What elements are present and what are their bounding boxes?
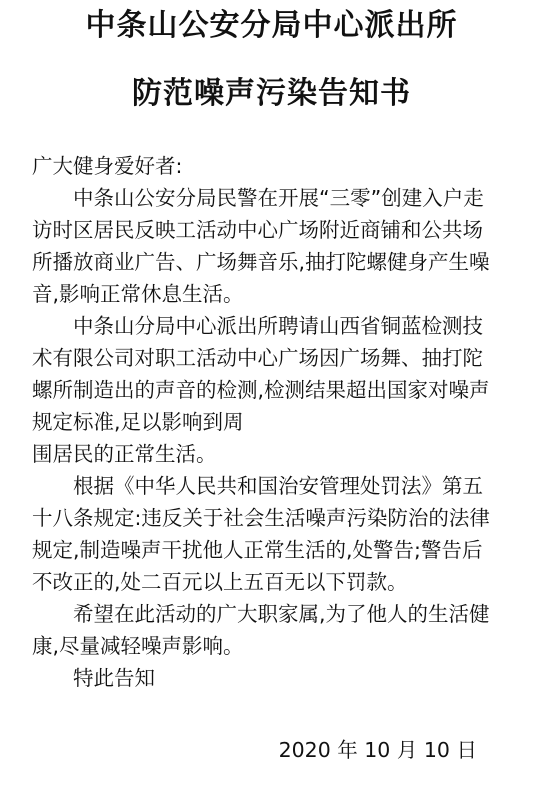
paragraph-3-line: 根据《中华人民共和国治安管理处罚法》第五 <box>73 474 483 498</box>
paragraph-2-line: 术有限公司对职工活动中心广场因广场舞、抽打陀 <box>32 346 483 370</box>
paragraph-2-line: 围居民的正常生活。 <box>32 442 217 466</box>
document-title-line-1: 中条山公安分局中心派出所 <box>85 8 458 43</box>
paragraph-1-line: 中条山公安分局民警在开展“三零”创建入户走 <box>73 186 484 210</box>
paragraph-1-line: 访时区居民反映工活动中心广场附近商铺和公共场 <box>32 218 483 242</box>
paragraph-1-line: 所播放商业广告、广场舞音乐,抽打陀螺健身产生噪 <box>32 250 490 274</box>
paragraph-2-line: 规定标准,足以影响到周 <box>32 410 244 434</box>
document-title-line-2: 防范噪声污染告知书 <box>132 76 411 111</box>
document-date: 2020 年 10 月 10 日 <box>278 738 477 762</box>
paragraph-1-line: 音,影响正常休息生活。 <box>32 282 244 306</box>
paragraph-3-line: 规定,制造噪声干扰他人正常生活的,处警告;警告后 <box>32 538 483 562</box>
paragraph-2-line: 中条山分局中心派出所聘请山西省铜蓝检测技 <box>73 314 483 338</box>
notice-body <box>32 150 522 694</box>
paragraph-3-line: 不改正的,处二百元以上五百无以下罚款。 <box>32 570 408 594</box>
paragraph-4-line: 康,尽量减轻噪声影响。 <box>32 634 244 658</box>
salutation: 广大健身爱好者: <box>32 154 183 178</box>
closing-line: 特此告知 <box>73 666 155 690</box>
paragraph-2-line: 螺所制造出的声音的检测,检测结果超出国家对噪声 <box>32 378 490 402</box>
paragraph-4-line: 希望在此活动的广大职家属,为了他人的生活健 <box>73 602 490 626</box>
paragraph-3-line: 十八条规定:违反关于社会生活噪声污染防治的法律 <box>32 506 490 530</box>
